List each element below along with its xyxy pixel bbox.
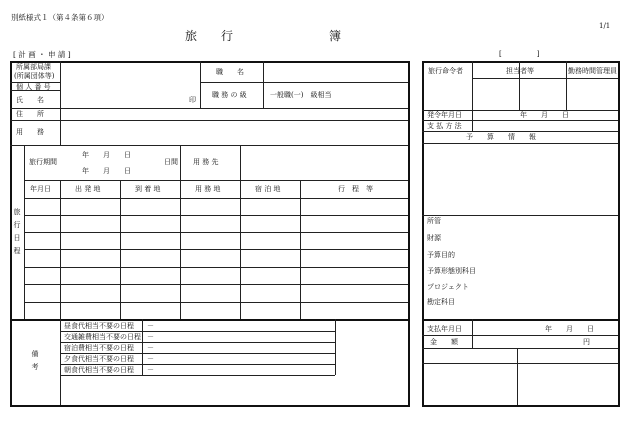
remark-dinner-value: － <box>147 355 154 363</box>
remark-lodging-label: 宿泊費相当不要の日程 <box>64 344 134 352</box>
job-grade-label: 職 務 の 級 <box>212 91 247 99</box>
col-departure: 出 発 地 <box>75 185 101 193</box>
travel-period-start: 年 月 日 <box>82 151 131 159</box>
person-in-charge-label: 担当者等 <box>506 67 534 75</box>
issue-date-value: 年 月 日 <box>520 111 569 119</box>
name-label: 氏 名 <box>16 96 44 104</box>
remark-lunch-label: 昼食代相当不要の日程 <box>64 322 134 330</box>
remarks-side-label: 備考 <box>31 350 39 376</box>
travel-orderer-label: 旅行命令者 <box>428 67 463 75</box>
col-lodging: 宿 泊 地 <box>255 185 281 193</box>
amount-label: 金 額 <box>430 338 458 346</box>
seal-mark: 印 <box>189 96 196 104</box>
col-arrival: 到 着 地 <box>135 185 161 193</box>
budget-info-label: 予 算 情 報 <box>466 133 536 141</box>
form-number: 別紙様式１（第４条第６項） <box>11 13 109 22</box>
schedule-side-label: 旅行日程 <box>13 208 21 260</box>
budget-source: 財源 <box>427 234 441 242</box>
job-grade-value: 一般職(一) 級相当 <box>270 91 332 99</box>
remark-breakfast-value: － <box>147 366 154 374</box>
budget-project: プロジェクト <box>427 283 469 291</box>
payment-date-value: 年 月 日 <box>545 325 594 333</box>
dept-sub-label: (所属団体等) <box>14 72 55 80</box>
document-title: 旅 行 簿 <box>185 29 342 43</box>
travel-period-end: 年 月 日 <box>82 167 131 175</box>
travel-period-label: 旅行期間 <box>29 158 57 166</box>
plan-application-label: [ 計 画 ・ 申 請 ] <box>13 50 71 59</box>
payment-method-label: 支 払 方 法 <box>427 122 462 130</box>
col-itinerary: 行 程 等 <box>338 185 373 193</box>
budget-jurisdiction: 所管 <box>427 217 441 225</box>
col-date: 年月日 <box>30 185 51 193</box>
issue-date-label: 発令年月日 <box>427 111 462 119</box>
business-label: 用 務 <box>16 128 44 136</box>
remark-breakfast-label: 朝食代相当不要の日程 <box>64 366 134 374</box>
remark-dinner-label: 夕食代相当不要の日程 <box>64 355 134 363</box>
destination-label: 用 務 先 <box>193 158 219 166</box>
remark-lodging-value: － <box>147 344 154 352</box>
time-manager-label: 勤務時間管理員 <box>568 67 617 75</box>
dept-label: 所属部局課 <box>16 63 51 71</box>
budget-form-subject: 予算形態別科目 <box>427 267 476 275</box>
budget-purpose: 予算目的 <box>427 251 455 259</box>
budget-account: 勘定科目 <box>427 298 455 306</box>
page-number: 1/1 <box>599 22 611 30</box>
remark-transport-value: － <box>147 333 154 341</box>
remark-transport-label: 交通雑費相当不要の日程 <box>64 333 141 341</box>
address-label: 住 所 <box>16 110 44 118</box>
remark-lunch-value: － <box>147 322 154 330</box>
amount-value: 円 <box>583 338 590 346</box>
col-business-place: 用 務 地 <box>195 185 221 193</box>
travel-period-days: 日間 <box>164 158 178 166</box>
payment-date-label: 支払年月日 <box>427 325 462 333</box>
personal-number-label: 個 人 番 号 <box>16 83 51 91</box>
job-title-label: 職 名 <box>216 68 244 76</box>
right-bracket-label: [ ] <box>499 50 540 58</box>
